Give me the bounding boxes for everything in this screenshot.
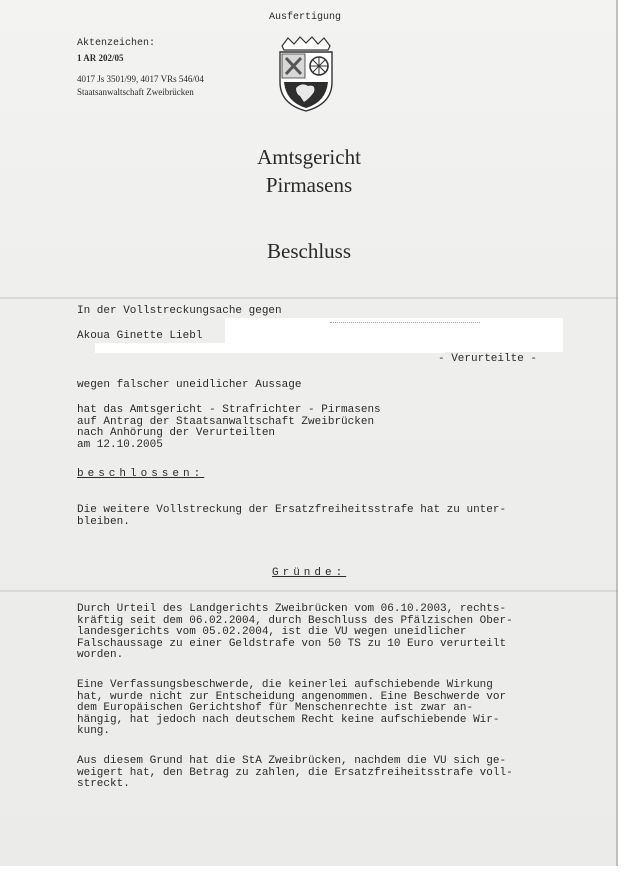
paper-fold-line bbox=[0, 297, 618, 299]
reason-line: landesgerichts vom 05.02.2004, ist die VU wegen uneidlicher bbox=[77, 626, 467, 639]
ruling-line: bleiben. bbox=[77, 515, 130, 528]
coat-of-arms-icon bbox=[274, 36, 338, 112]
decided-by-line: hat das Amtsgericht - Strafrichter - Pirmasens bbox=[77, 404, 381, 416]
reason-line: Durch Urteil des Landgerichts Zweibrücken vom 06.10.2003, rechts- bbox=[77, 603, 507, 615]
reason-line: kung. bbox=[77, 725, 111, 738]
court-name-line2: Pirmasens bbox=[265, 173, 353, 197]
dotted-line bbox=[330, 322, 480, 323]
decided-by-block bbox=[77, 405, 381, 451]
offence: wegen falscher uneidlicher Aussage bbox=[77, 379, 302, 391]
reason-line: hängig, hat jedoch nach deutschem Recht keine aufschiebende Wir- bbox=[77, 713, 500, 726]
decided-by-line: am 12.10.2005 bbox=[77, 438, 163, 451]
court-name-line1: Amtsgericht bbox=[257, 145, 361, 169]
prosecutor-office: Staatsanwaltschaft Zweibrücken bbox=[77, 87, 194, 97]
decided-by-line: nach Anhörung der Verurteilten bbox=[77, 427, 276, 440]
reason-line: kräftig seit dem 06.02.2004, durch Beschluss des Pfälzischen Ober- bbox=[77, 614, 513, 627]
reference-label: Aktenzeichen: bbox=[77, 38, 156, 49]
reason-line: weigert hat, den Betrag zu zahlen, die Ersatzfreiheitsstrafe voll- bbox=[77, 766, 513, 779]
court-name bbox=[209, 143, 409, 199]
reason-line: streckt. bbox=[77, 778, 130, 791]
case-intro: In der Vollstreckungsache gegen bbox=[77, 305, 282, 317]
role-label: - Verurteilte - bbox=[438, 353, 538, 365]
resolved-label: beschlossen: bbox=[77, 468, 205, 480]
ruling-block bbox=[77, 505, 506, 528]
ruling-line: Die weitere Vollstreckung der Ersatzfreiheitsstrafe hat zu unter- bbox=[77, 504, 507, 516]
reasons-paragraph-2 bbox=[77, 680, 506, 738]
reason-line: worden. bbox=[77, 649, 124, 662]
reasons-heading: Gründe: bbox=[272, 567, 347, 579]
reason-line: Eine Verfassungsbeschwerde, die keinerlei aufschiebende Wirkung bbox=[77, 679, 493, 691]
convict-name: Akoua Ginette Liebl bbox=[77, 330, 203, 342]
reason-line: dem Europäischen Gerichtshof für Menschenrechte ist zwar an- bbox=[77, 702, 474, 715]
decision-title: Beschluss bbox=[267, 239, 351, 263]
copy-label: Ausfertigung bbox=[269, 12, 342, 23]
reason-line: Aus diesem Grund hat die StA Zweibrücken, nachdem die VU sich ge- bbox=[77, 755, 507, 767]
paper-fold-line bbox=[0, 590, 618, 592]
reasons-paragraph-1 bbox=[77, 604, 513, 662]
reason-line: hat, wurde nicht zur Entscheidung angenommen. Eine Beschwerde vor bbox=[77, 690, 507, 703]
paper-edge bbox=[616, 0, 618, 866]
decided-by-line: auf Antrag der Staatsanwaltschaft Zweibrücken bbox=[77, 415, 375, 428]
redaction-box bbox=[95, 343, 445, 353]
related-file-numbers: 4017 Js 3501/99, 4017 VRs 546/04 bbox=[77, 74, 204, 84]
reasons-paragraph-3 bbox=[77, 756, 513, 791]
reference-number: 1 AR 202/05 bbox=[77, 53, 124, 63]
reason-line: Falschaussage zu einer Geldstrafe von 50 TS zu 10 Euro verurteilt bbox=[77, 637, 507, 650]
